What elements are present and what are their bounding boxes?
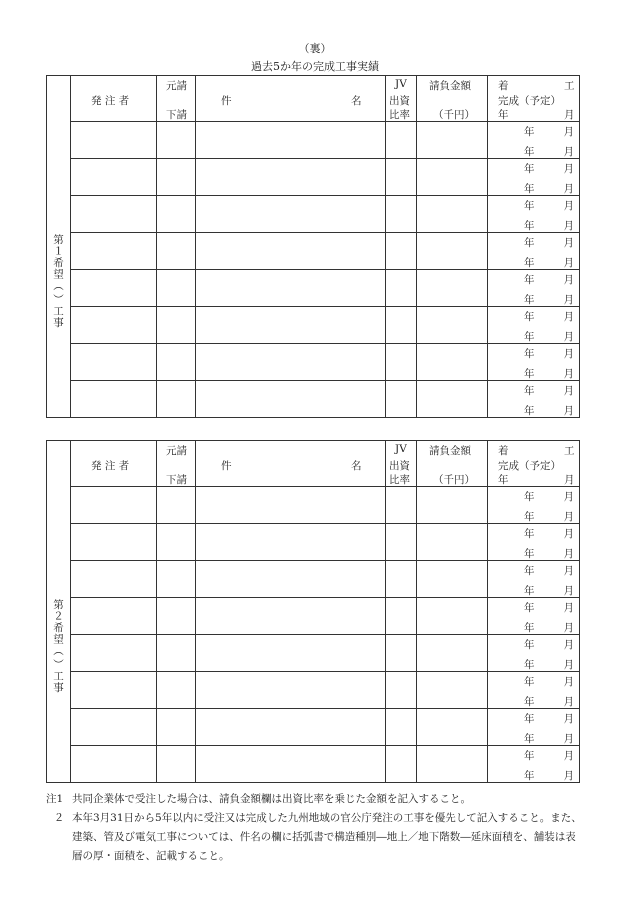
- order-type-cell[interactable]: [157, 709, 196, 746]
- start-year-label: 年: [524, 126, 535, 138]
- end-year-label: 年: [524, 511, 535, 523]
- table-row: [47, 344, 580, 381]
- project-name-cell[interactable]: [196, 561, 386, 598]
- end-year-label: 年: [524, 220, 535, 232]
- note-2-text: 本年3月31日から5年以内に受注又は完成した九州地域の官公庁発注の工事を優先して記入すること。また、建築、管及び電気工事については、件名の欄に括弧書で構造種別―地上／地下階数―延床面積を、舗装は表層の厚・面積を、記載すること。: [72, 812, 582, 862]
- period-header-text: 着: [498, 445, 509, 457]
- jv-header-text: JV: [395, 78, 407, 90]
- jv-ratio-cell[interactable]: [386, 709, 417, 746]
- end-year-label: 年: [524, 183, 535, 195]
- period-cell[interactable]: [488, 307, 580, 344]
- order-type-header-text: 下請: [166, 109, 187, 121]
- order-type-header-text: 元請: [166, 80, 187, 92]
- start-year-label: 年: [524, 602, 535, 614]
- amount-cell[interactable]: [417, 233, 488, 270]
- project-name-cell[interactable]: [196, 746, 386, 783]
- amount-cell[interactable]: [417, 598, 488, 635]
- period-cell[interactable]: [488, 709, 580, 746]
- order-type-cell[interactable]: [157, 746, 196, 783]
- note-1-key: 注1: [46, 793, 64, 805]
- project-name-cell[interactable]: [196, 487, 386, 524]
- order-type-cell[interactable]: [157, 487, 196, 524]
- end-month-label: 月: [563, 548, 574, 560]
- jv-ratio-cell[interactable]: [386, 524, 417, 561]
- amount-cell[interactable]: [417, 746, 488, 783]
- note-2-key: ２: [53, 812, 65, 824]
- jv-ratio-cell[interactable]: [386, 307, 417, 344]
- order-type-cell[interactable]: [157, 524, 196, 561]
- project-name-header-text: 名: [351, 460, 362, 472]
- order-type-cell[interactable]: [157, 635, 196, 672]
- amount-cell[interactable]: [417, 381, 488, 418]
- table-row: [47, 381, 580, 418]
- end-month-label: 月: [563, 733, 574, 745]
- period-cell[interactable]: [488, 524, 580, 561]
- amount-header-text: 請負金額: [429, 80, 471, 92]
- project-name-cell[interactable]: [196, 381, 386, 418]
- order-type-cell[interactable]: [157, 307, 196, 344]
- period-header: [488, 76, 580, 122]
- table-row: [47, 159, 580, 196]
- end-year-label: 年: [524, 733, 535, 745]
- order-type-cell[interactable]: [157, 270, 196, 307]
- jv-ratio-cell[interactable]: [386, 344, 417, 381]
- start-month-label: 月: [563, 348, 574, 360]
- period-cell[interactable]: [488, 746, 580, 783]
- start-month-label: 月: [563, 713, 574, 725]
- project-name-cell[interactable]: [196, 635, 386, 672]
- start-month-label: 月: [563, 602, 574, 614]
- jv-header-text: 出資: [389, 95, 410, 107]
- end-year-label: 年: [524, 548, 535, 560]
- table-row: [47, 709, 580, 746]
- jv-ratio-cell[interactable]: [386, 381, 417, 418]
- end-month-label: 月: [563, 696, 574, 708]
- client-cell[interactable]: [71, 746, 157, 783]
- start-year-label: 年: [524, 237, 535, 249]
- end-month-label: 月: [563, 294, 574, 306]
- order-type-cell[interactable]: [157, 344, 196, 381]
- period-header-text: 工: [564, 445, 575, 457]
- table-row: [47, 270, 580, 307]
- period-cell[interactable]: [488, 122, 580, 159]
- client-header-text: 発 注 者: [91, 460, 130, 472]
- end-month-label: 月: [563, 146, 574, 158]
- period-header-text: 月: [564, 109, 575, 121]
- amount-cell[interactable]: [417, 159, 488, 196]
- client-cell[interactable]: [71, 344, 157, 381]
- project-name-cell[interactable]: [196, 233, 386, 270]
- project-name-cell[interactable]: [196, 344, 386, 381]
- start-month-label: 月: [563, 311, 574, 323]
- start-year-label: 年: [524, 750, 535, 762]
- start-year-label: 年: [524, 528, 535, 540]
- jv-ratio-cell[interactable]: [386, 635, 417, 672]
- client-header: [71, 76, 157, 122]
- table-row: [47, 672, 580, 709]
- amount-cell[interactable]: [417, 635, 488, 672]
- client-cell[interactable]: [71, 196, 157, 233]
- client-cell[interactable]: [71, 122, 157, 159]
- table-row: [47, 122, 580, 159]
- start-month-label: 月: [563, 565, 574, 577]
- project-name-cell[interactable]: [196, 122, 386, 159]
- client-cell[interactable]: [71, 381, 157, 418]
- start-year-label: 年: [524, 676, 535, 688]
- order-type-header-text: 元請: [166, 445, 187, 457]
- client-cell[interactable]: [71, 233, 157, 270]
- project-name-header-text: 件: [221, 460, 232, 472]
- amount-cell[interactable]: [417, 672, 488, 709]
- order-type-cell[interactable]: [157, 598, 196, 635]
- client-cell[interactable]: [71, 524, 157, 561]
- notes: [46, 790, 586, 866]
- start-year-label: 年: [524, 163, 535, 175]
- project-name-header-text: 名: [351, 95, 362, 107]
- project-name-cell[interactable]: [196, 270, 386, 307]
- period-header-text: 年: [498, 474, 509, 486]
- order-type-header-text: 下請: [166, 474, 187, 486]
- end-month-label: 月: [563, 331, 574, 343]
- table-row: [47, 635, 580, 672]
- jv-ratio-cell[interactable]: [386, 122, 417, 159]
- amount-cell[interactable]: [417, 561, 488, 598]
- end-month-label: 月: [563, 622, 574, 634]
- end-year-label: 年: [524, 294, 535, 306]
- section-label-top: 第２希望（: [52, 598, 64, 657]
- end-year-label: 年: [524, 368, 535, 380]
- end-year-label: 年: [524, 770, 535, 782]
- section-label-bottom: ）工事: [52, 294, 64, 329]
- period-header-text: 完成（予定）: [498, 95, 561, 107]
- table-row: [47, 487, 580, 524]
- jv-ratio-cell[interactable]: [386, 159, 417, 196]
- order-type-cell[interactable]: [157, 561, 196, 598]
- start-month-label: 月: [563, 274, 574, 286]
- order-type-cell[interactable]: [157, 672, 196, 709]
- amount-header-text: （千円）: [433, 109, 475, 121]
- period-cell[interactable]: [488, 344, 580, 381]
- project-name-header: [196, 441, 386, 487]
- end-month-label: 月: [563, 183, 574, 195]
- start-year-label: 年: [524, 348, 535, 360]
- section-label: [47, 441, 71, 783]
- client-header: [71, 441, 157, 487]
- amount-cell[interactable]: [417, 344, 488, 381]
- start-month-label: 月: [563, 200, 574, 212]
- end-year-label: 年: [524, 622, 535, 634]
- page-side-label: （裏）: [298, 42, 332, 55]
- client-header-text: 発 注 者: [91, 95, 130, 107]
- table-row: [47, 307, 580, 344]
- project-name-cell[interactable]: [196, 672, 386, 709]
- end-year-label: 年: [524, 659, 535, 671]
- section-label-top: 第１希望（: [52, 233, 64, 292]
- amount-cell[interactable]: [417, 122, 488, 159]
- section-label-bottom: ）工事: [52, 659, 64, 694]
- period-header-text: 年: [498, 109, 509, 121]
- period-header-text: 月: [564, 474, 575, 486]
- jv-header: [386, 76, 417, 122]
- end-month-label: 月: [563, 220, 574, 232]
- client-cell[interactable]: [71, 159, 157, 196]
- table-row: [47, 746, 580, 783]
- period-cell[interactable]: [488, 196, 580, 233]
- period-header-text: 完成（予定）: [498, 460, 561, 472]
- order-type-cell[interactable]: [157, 159, 196, 196]
- start-month-label: 月: [563, 491, 574, 503]
- page-title: 過去5か年の完成工事実績: [251, 60, 379, 73]
- client-cell[interactable]: [71, 487, 157, 524]
- end-month-label: 月: [563, 368, 574, 380]
- start-month-label: 月: [563, 750, 574, 762]
- period-cell[interactable]: [488, 672, 580, 709]
- start-month-label: 月: [563, 237, 574, 249]
- period-cell[interactable]: [488, 233, 580, 270]
- period-cell[interactable]: [488, 598, 580, 635]
- start-month-label: 月: [563, 676, 574, 688]
- amount-header: [417, 441, 488, 487]
- jv-ratio-cell[interactable]: [386, 233, 417, 270]
- jv-ratio-cell[interactable]: [386, 196, 417, 233]
- period-cell[interactable]: [488, 561, 580, 598]
- project-name-cell[interactable]: [196, 524, 386, 561]
- end-month-label: 月: [563, 257, 574, 269]
- jv-header-text: 出資: [389, 460, 410, 472]
- jv-ratio-cell[interactable]: [386, 487, 417, 524]
- end-year-label: 年: [524, 146, 535, 158]
- project-name-cell[interactable]: [196, 709, 386, 746]
- table-row: [47, 561, 580, 598]
- project-name-header: [196, 76, 386, 122]
- period-header: [488, 441, 580, 487]
- start-month-label: 月: [563, 163, 574, 175]
- note-1: [46, 790, 586, 809]
- start-year-label: 年: [524, 713, 535, 725]
- start-year-label: 年: [524, 200, 535, 212]
- jv-header-text: JV: [395, 443, 407, 455]
- period-cell[interactable]: [488, 381, 580, 418]
- jv-header-text: 比率: [389, 474, 410, 486]
- order-type-cell[interactable]: [157, 122, 196, 159]
- period-cell[interactable]: [488, 635, 580, 672]
- amount-cell[interactable]: [417, 709, 488, 746]
- amount-header-text: （千円）: [433, 474, 475, 486]
- project-name-cell[interactable]: [196, 598, 386, 635]
- end-month-label: 月: [563, 405, 574, 417]
- table-row: [47, 196, 580, 233]
- start-year-label: 年: [524, 385, 535, 397]
- period-cell[interactable]: [488, 270, 580, 307]
- amount-cell[interactable]: [417, 487, 488, 524]
- period-header-text: 工: [564, 80, 575, 92]
- jv-ratio-cell[interactable]: [386, 598, 417, 635]
- amount-header: [417, 76, 488, 122]
- start-year-label: 年: [524, 491, 535, 503]
- client-cell[interactable]: [71, 598, 157, 635]
- period-cell[interactable]: [488, 487, 580, 524]
- amount-cell[interactable]: [417, 307, 488, 344]
- start-month-label: 月: [563, 126, 574, 138]
- record-table-2: [46, 440, 580, 783]
- record-table-1: [46, 75, 580, 418]
- jv-ratio-cell[interactable]: [386, 270, 417, 307]
- client-cell[interactable]: [71, 635, 157, 672]
- amount-header-text: 請負金額: [429, 445, 471, 457]
- end-year-label: 年: [524, 257, 535, 269]
- client-cell[interactable]: [71, 709, 157, 746]
- end-month-label: 月: [563, 659, 574, 671]
- end-month-label: 月: [563, 511, 574, 523]
- order-type-cell[interactable]: [157, 233, 196, 270]
- end-year-label: 年: [524, 331, 535, 343]
- end-month-label: 月: [563, 585, 574, 597]
- start-year-label: 年: [524, 639, 535, 651]
- start-year-label: 年: [524, 565, 535, 577]
- table-row: [47, 233, 580, 270]
- end-year-label: 年: [524, 585, 535, 597]
- project-name-cell[interactable]: [196, 196, 386, 233]
- jv-ratio-cell[interactable]: [386, 561, 417, 598]
- order-type-cell[interactable]: [157, 196, 196, 233]
- amount-cell[interactable]: [417, 524, 488, 561]
- amount-cell[interactable]: [417, 270, 488, 307]
- jv-header: [386, 441, 417, 487]
- client-cell[interactable]: [71, 672, 157, 709]
- order-type-header: [157, 441, 196, 487]
- end-year-label: 年: [524, 696, 535, 708]
- project-name-cell[interactable]: [196, 159, 386, 196]
- client-cell[interactable]: [71, 561, 157, 598]
- end-year-label: 年: [524, 405, 535, 417]
- section-label: [47, 76, 71, 418]
- note-1-text: 共同企業体で受注した場合は、請負金額欄は出資比率を乗じた金額を記入すること。: [72, 793, 471, 805]
- start-month-label: 月: [563, 528, 574, 540]
- period-cell[interactable]: [488, 159, 580, 196]
- period-header-text: 着: [498, 80, 509, 92]
- start-year-label: 年: [524, 274, 535, 286]
- jv-ratio-cell[interactable]: [386, 672, 417, 709]
- order-type-cell[interactable]: [157, 381, 196, 418]
- amount-cell[interactable]: [417, 196, 488, 233]
- start-month-label: 月: [563, 385, 574, 397]
- jv-header-text: 比率: [389, 109, 410, 121]
- project-name-cell[interactable]: [196, 307, 386, 344]
- end-month-label: 月: [563, 770, 574, 782]
- table-row: [47, 598, 580, 635]
- client-cell[interactable]: [71, 270, 157, 307]
- jv-ratio-cell[interactable]: [386, 746, 417, 783]
- client-cell[interactable]: [71, 307, 157, 344]
- note-2: [46, 809, 586, 866]
- project-name-header-text: 件: [221, 95, 232, 107]
- start-month-label: 月: [563, 639, 574, 651]
- table-row: [47, 524, 580, 561]
- start-year-label: 年: [524, 311, 535, 323]
- order-type-header: [157, 76, 196, 122]
